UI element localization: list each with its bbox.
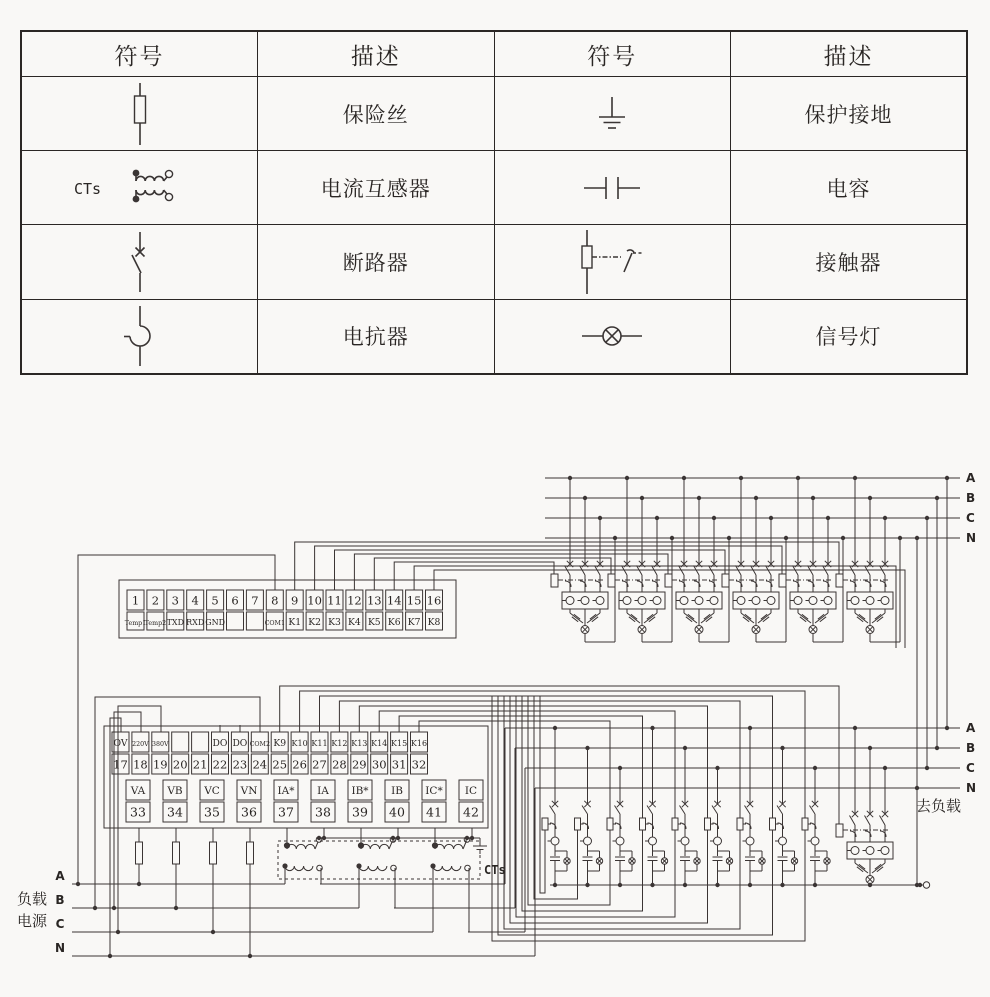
terminal-label: K1 <box>288 617 302 628</box>
terminal-number: 22 <box>212 757 228 772</box>
breaker-symbol-cell <box>21 225 258 299</box>
contactor-coil <box>551 574 558 587</box>
terminal-number: 8 <box>271 593 279 608</box>
terminal-number: 18 <box>133 757 148 772</box>
fuse-icon <box>247 842 254 864</box>
reactor-icon <box>616 837 624 845</box>
capacitor-icon <box>567 152 657 224</box>
ct-symbol-cell <box>21 151 258 225</box>
terminal-number: 1 <box>131 593 140 608</box>
junction-dot <box>945 476 949 480</box>
capacitor-bank-3ph <box>665 476 731 642</box>
terminal-number: 15 <box>406 593 422 608</box>
wire <box>570 613 583 623</box>
reactor-box <box>847 592 893 609</box>
terminal-label: IB* <box>351 785 369 797</box>
reactor-icon <box>623 597 631 605</box>
reactor-icon <box>638 597 646 605</box>
terminal-number: 26 <box>292 757 307 772</box>
capacitor-bank-3ph <box>836 476 902 642</box>
terminal-label: COM2 <box>249 741 271 748</box>
terminal-number: 5 <box>211 593 219 608</box>
junction-dot <box>112 906 116 910</box>
ct-desc: 电流互感器 <box>258 151 495 225</box>
terminal-number: 39 <box>352 804 368 820</box>
junction-dot <box>108 954 112 958</box>
relay-wire-bundle-lower <box>277 686 839 824</box>
terminal-cell <box>172 732 189 752</box>
bus-label: A <box>55 869 65 883</box>
reactor-icon <box>767 597 775 605</box>
terminal-label: K6 <box>387 617 401 628</box>
contactor-coil <box>608 574 615 587</box>
terminal-label: K5 <box>367 617 381 628</box>
wire <box>872 863 885 873</box>
cts-label: CTs <box>484 863 506 877</box>
terminal-cell <box>246 612 263 630</box>
source-label: 负载 <box>16 892 48 908</box>
terminal-cell <box>192 732 209 752</box>
bus-label: N <box>966 531 977 545</box>
capacitor-bank-3ph <box>779 476 845 642</box>
terminal-label: DO <box>232 738 248 749</box>
bus-label: B <box>966 741 976 755</box>
protective-earth-icon <box>567 78 657 150</box>
wire <box>855 613 868 623</box>
terminal-number: 19 <box>152 757 168 772</box>
branch-circuit <box>534 696 603 899</box>
wire <box>389 842 392 849</box>
legend-header-row <box>21 31 967 77</box>
terminal-label: K11 <box>311 739 328 748</box>
terminal-cell <box>227 612 244 630</box>
terminal-label: IA* <box>277 785 295 797</box>
junction-dot <box>784 536 788 540</box>
terminal-number: 9 <box>291 593 299 608</box>
terminal-label: Temp2 <box>144 620 167 627</box>
wire <box>644 613 657 623</box>
terminal-number: 11 <box>327 593 342 608</box>
contactor-coil <box>640 818 646 830</box>
reactor-icon <box>653 597 661 605</box>
fuse-symbol-cell <box>21 77 258 151</box>
junction-dot <box>317 836 321 840</box>
reactor-icon <box>866 847 874 855</box>
current-transformers <box>278 828 506 932</box>
source-label: 电源 <box>16 914 48 930</box>
terminal-number: 21 <box>192 757 208 772</box>
contactor-icon <box>557 226 667 298</box>
reactor-icon <box>680 597 688 605</box>
terminal-strip-1 <box>119 580 456 638</box>
reactor-icon <box>710 597 718 605</box>
junction-dot <box>945 726 949 730</box>
terminal-label: COM1 <box>264 620 286 627</box>
legend-header-symbol-2: 符号 <box>494 31 731 77</box>
reactor-icon <box>737 597 745 605</box>
terminal-number: 20 <box>172 757 188 772</box>
reactor-icon <box>566 597 574 605</box>
branch-circuit <box>504 696 765 929</box>
junction-dot <box>925 766 929 770</box>
legend-table <box>20 30 968 375</box>
terminal-number: 13 <box>366 593 382 608</box>
relay-wire <box>414 566 896 648</box>
ct-coil <box>435 844 463 849</box>
branch-circuit <box>528 696 635 905</box>
control-return-wire <box>492 696 805 941</box>
reactor-box <box>619 592 665 609</box>
wire <box>463 842 466 849</box>
reactor-icon <box>596 597 604 605</box>
contactor-coil <box>672 818 678 830</box>
reactor-box <box>733 592 779 609</box>
reactor-icon <box>794 597 802 605</box>
branch-circuit <box>540 696 570 893</box>
bus-label: C <box>966 761 975 775</box>
wire <box>855 863 868 873</box>
terminal-label: K15 <box>391 739 408 748</box>
legend-header-symbol-1: 符号 <box>21 31 258 77</box>
terminal-number: 14 <box>386 593 402 608</box>
lamp-desc: 信号灯 <box>731 299 968 374</box>
junction-dot <box>396 836 400 840</box>
current-transformer-icon <box>65 152 215 224</box>
reactor-icon <box>824 597 832 605</box>
terminal-label: TXD <box>166 618 185 627</box>
junction-dot <box>935 746 939 750</box>
reactor-icon <box>851 847 859 855</box>
bus-label: B <box>55 893 65 907</box>
wire <box>815 613 828 623</box>
terminal-label: K7 <box>407 617 421 628</box>
terminal-number: 42 <box>463 804 479 820</box>
reactor-icon <box>714 837 722 845</box>
terminal-number: 2 <box>151 593 160 608</box>
terminal-label: VN <box>240 785 258 797</box>
bus-label: C <box>966 511 975 525</box>
to-load-label: 去负载 <box>916 799 962 815</box>
reactor-box <box>562 592 608 609</box>
legend-row-fuse-earth <box>21 77 967 151</box>
open-terminal <box>923 882 929 888</box>
terminal-number: 10 <box>307 593 322 608</box>
terminal-label: IA <box>317 785 329 797</box>
terminal-number: 37 <box>278 804 294 820</box>
terminal-strip-3 <box>126 780 483 822</box>
junction-dot <box>174 906 178 910</box>
terminal-number: 33 <box>130 804 146 820</box>
reactor-icon <box>811 837 819 845</box>
bus-label: B <box>966 491 976 505</box>
reactor-box <box>847 842 893 859</box>
reactor-icon <box>779 837 787 845</box>
terminal-label: 380V <box>152 741 169 748</box>
ct-unit <box>282 828 326 884</box>
reactor-icon <box>95 300 185 372</box>
fuse-desc: 保险丝 <box>258 77 495 151</box>
junction-dot <box>925 516 929 520</box>
capacitor-bank-3ph <box>722 476 788 642</box>
wire <box>315 842 318 849</box>
contactor-coil <box>722 574 729 587</box>
ct-coil <box>287 844 315 849</box>
reactor-icon <box>881 847 889 855</box>
capacitor-bank-3ph-bottom <box>836 726 893 887</box>
reactor-box <box>790 592 836 609</box>
terminal-number: 23 <box>232 757 248 772</box>
contactor-coil <box>607 818 613 830</box>
contactor-coil <box>705 818 711 830</box>
reactor-symbol-cell <box>21 299 258 374</box>
terminal-number: 31 <box>391 757 407 772</box>
wire <box>758 613 771 623</box>
contactor-coil <box>665 574 672 587</box>
reactor-box <box>676 592 722 609</box>
terminal-number: 32 <box>411 757 427 772</box>
terminal-label: K8 <box>427 617 441 628</box>
reactor-icon <box>649 837 657 845</box>
terminal-label: K10 <box>291 739 308 748</box>
relay-wire <box>399 716 642 818</box>
terminal-number: 28 <box>332 757 347 772</box>
contactor-coil <box>737 818 743 830</box>
junction-dot <box>727 536 731 540</box>
ct-coils <box>132 169 172 202</box>
junction-dot <box>915 536 919 540</box>
junction-dot <box>248 954 252 958</box>
contactor-coil <box>836 574 843 587</box>
terminal-number: 7 <box>251 593 259 608</box>
terminal-number: 17 <box>113 757 128 772</box>
terminal-number: 38 <box>315 804 331 820</box>
reactor-icon <box>551 837 559 845</box>
reactor-icon <box>746 837 754 845</box>
ct-coil <box>361 844 389 849</box>
terminal-number: 41 <box>426 804 442 820</box>
terminal-label: VA <box>130 785 146 797</box>
legend-row-ct-capacitor <box>21 151 967 225</box>
relay-wire <box>277 686 839 824</box>
contactor-coil <box>575 818 581 830</box>
bus-label: A <box>966 721 976 735</box>
terminal-label: K2 <box>308 617 321 628</box>
junction-dot <box>670 536 674 540</box>
terminal-number: 25 <box>272 757 288 772</box>
relay-wire <box>315 546 782 590</box>
legend-header-desc-1: 描述 <box>258 31 495 77</box>
branch-circuit <box>510 696 733 923</box>
terminal-label: K13 <box>351 739 368 748</box>
reactor-icon <box>881 597 889 605</box>
relay-wire <box>374 558 611 590</box>
junction-dot <box>841 536 845 540</box>
breaker-desc: 断路器 <box>258 225 495 299</box>
terminal-label: RXD <box>186 618 205 627</box>
wire <box>684 613 697 623</box>
reactor-icon <box>752 597 760 605</box>
reactor-icon <box>809 597 817 605</box>
junction-dot <box>470 836 474 840</box>
circuit-breaker-icon <box>95 226 185 298</box>
capacitor-symbol-cell <box>494 151 731 225</box>
junction-dot <box>898 536 902 540</box>
branch-circuit <box>516 696 700 917</box>
terminal-number: 34 <box>167 804 183 820</box>
contactor-coil <box>779 574 786 587</box>
fuse-icon <box>95 78 185 150</box>
contactor-coil <box>542 818 548 830</box>
control-return-wire <box>540 696 545 893</box>
terminal-number: 4 <box>191 593 199 608</box>
terminal-number: 3 <box>171 593 179 608</box>
junction-dot <box>322 836 326 840</box>
terminal-number: 12 <box>347 593 362 608</box>
junction-dot <box>137 882 141 886</box>
wire <box>741 613 754 623</box>
terminal-label: K12 <box>331 739 348 748</box>
contactor-desc: 接触器 <box>731 225 968 299</box>
contactor-coil <box>836 824 843 837</box>
terminal-number: 16 <box>426 593 442 608</box>
capacitor-bank-3ph <box>608 476 674 642</box>
ct-coil <box>285 866 313 871</box>
contactor-coil <box>770 818 776 830</box>
terminal-label: VC <box>204 785 220 797</box>
lamp-symbol-cell <box>494 299 731 374</box>
terminal-label: K4 <box>348 617 361 628</box>
bus-label: A <box>966 471 976 485</box>
terminal-label: DO <box>212 738 228 749</box>
earth-symbol-cell <box>494 77 731 151</box>
control-return-wire <box>504 696 740 929</box>
capacitor-desc: 电容 <box>731 151 968 225</box>
terminal-label: IC <box>464 785 478 797</box>
reactor-desc: 电抗器 <box>258 299 495 374</box>
fuse-icon <box>210 842 217 864</box>
junction-dot <box>211 930 215 934</box>
terminal-label: K9 <box>273 738 287 749</box>
fuse-icon <box>136 842 143 864</box>
terminal-number: 27 <box>312 757 327 772</box>
terminal-label: K16 <box>410 739 428 748</box>
terminal-label: IB <box>391 785 403 797</box>
contactor-symbol-cell <box>494 225 731 299</box>
ct-unit <box>430 828 474 932</box>
wiring-diagram <box>0 380 990 997</box>
reactor-icon <box>866 597 874 605</box>
terminal-number: 30 <box>371 757 387 772</box>
legend-header-desc-2: 描述 <box>731 31 968 77</box>
junction-dot <box>116 930 120 934</box>
signal-lamp-icon <box>567 300 657 372</box>
terminal-number: 29 <box>351 757 367 772</box>
earth-desc: 保护接地 <box>731 77 968 151</box>
terminal-label: GND <box>205 618 226 627</box>
junction-dot <box>391 836 395 840</box>
legend-row-breaker-contactor <box>21 225 967 299</box>
bus-label: N <box>54 941 66 955</box>
contactor-coil <box>802 818 808 830</box>
ct-unit <box>356 828 400 908</box>
junction-dot <box>935 496 939 500</box>
legend-row-reactor-lamp <box>21 299 967 374</box>
junction-dot <box>915 786 919 790</box>
capacitor-bank-3ph <box>551 476 617 642</box>
ct-coil <box>359 866 387 871</box>
terminal-label: IC* <box>425 785 443 797</box>
relay-wire <box>354 554 668 590</box>
terminal-label: 220V <box>132 741 149 748</box>
reactor-icon <box>584 837 592 845</box>
ct-symbol-label: CTs <box>73 179 101 198</box>
reactor-icon <box>581 597 589 605</box>
terminal-label: K14 <box>371 739 388 748</box>
terminal-number: 36 <box>241 804 257 820</box>
junction-dot <box>465 836 469 840</box>
wire <box>872 613 885 623</box>
terminal-label: Temp1 <box>124 620 147 627</box>
bus-label: C <box>55 917 65 931</box>
reactor-icon <box>695 597 703 605</box>
terminal-number: 40 <box>389 804 405 820</box>
junction-dot <box>613 536 617 540</box>
reactor-icon <box>851 597 859 605</box>
reactor-icon <box>681 837 689 845</box>
terminal-label: K3 <box>328 617 341 628</box>
bus-label: N <box>966 781 977 795</box>
terminal-number: 6 <box>231 593 239 608</box>
terminal-label: VB <box>167 785 183 797</box>
fuse-icon <box>173 842 180 864</box>
terminal-number: 35 <box>204 804 220 820</box>
wire <box>701 613 714 623</box>
wire <box>627 613 640 623</box>
wire <box>798 613 811 623</box>
terminal-label: OV <box>113 738 128 749</box>
wire <box>587 613 600 623</box>
terminal-number: 24 <box>252 757 268 772</box>
ct-coil <box>433 866 461 871</box>
